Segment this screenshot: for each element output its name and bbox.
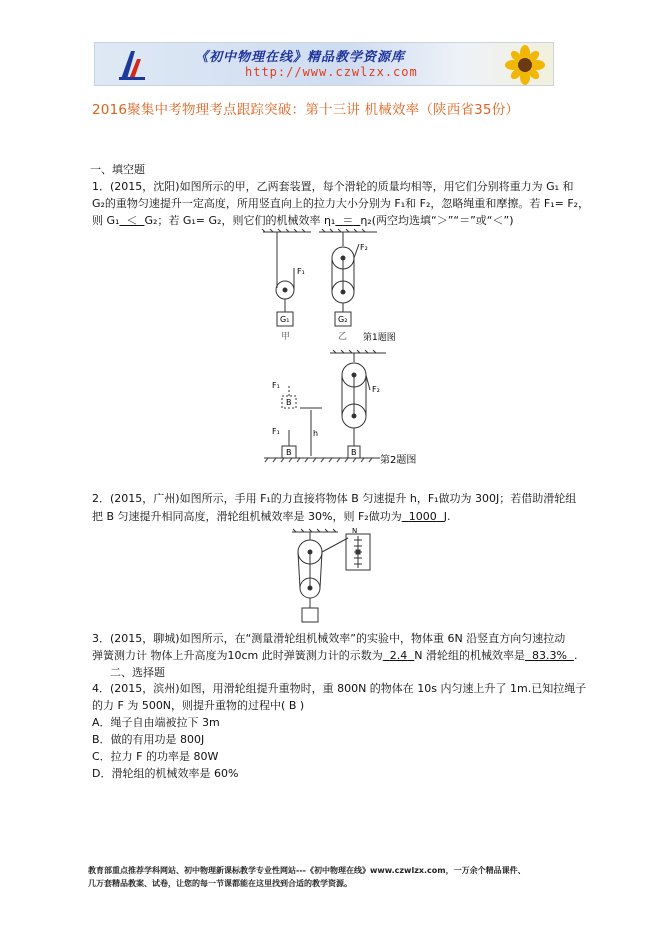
fig2-label-b-bottom: B [286, 448, 292, 457]
fig2-label-f1-top: F₁ [272, 381, 280, 390]
q3-line2-pre: 弹簧测力计 物体上升高度为10cm 此时弹簧测力计的示数为 [92, 649, 383, 662]
fig2-label-b-top: B [286, 398, 292, 407]
fig1-caption: 第1题图 [363, 333, 396, 343]
figure-3-pulley-spring-scale [290, 528, 390, 624]
footer-line2: 几万套精品教案、试卷，让您的每一节课都能在这里找到合适的教学资源。 [88, 879, 352, 888]
section-heading-fill-blank: 一、填空题 [90, 163, 145, 176]
q4-option-c: C．拉力 F 的功率是 80W [92, 750, 219, 763]
fig1-label-f2: F₂ [360, 243, 368, 252]
section-heading-multiple-choice: 二、选择题 [110, 666, 165, 679]
fig2-label-h: h [313, 429, 319, 438]
q4-option-d: D．滑轮组的机械效率是 60% [92, 767, 239, 780]
q3-line2-post: . [573, 649, 578, 662]
q4-line2: 的力 F 为 500N，则提升重物的过程中( B ) [92, 699, 305, 712]
q2-line1: 2．(2015，广州)如图所示，手用 F₁的力直接将物体 B 匀速提升 h，F₁做功为 300J；若借助滑轮组 [92, 492, 577, 505]
q1-line3-mid: G₂；若 G₁= G₂，则它们的机械效率 η₁ [144, 214, 336, 227]
fig2-caption: 第2题图 [380, 455, 417, 466]
header-banner [94, 42, 554, 86]
fig1-label-g2: G₂ [338, 315, 348, 324]
fig1-label-b: 乙 [338, 332, 348, 342]
q3-line2 [92, 648, 577, 663]
site-logo-icon [117, 49, 147, 81]
q3-answer-2: 83.3% [532, 649, 567, 662]
q2-line2-pre: 把 B 匀速提升相同高度，滑轮组机械效率是 30%，则 F₂做功为 [92, 510, 402, 523]
q1-line3-post: η₂(两空均选填“＞”“＝”或“＜”) [360, 214, 514, 227]
q1-line3-pre: 则 G₁ [92, 214, 120, 227]
fig3-label-n: N [352, 528, 358, 535]
page-footer [88, 864, 608, 890]
q1-answer-1: ＜ [126, 214, 138, 227]
fig1-label-a: 甲 [281, 332, 291, 342]
page-title: 2016聚集中考物理考点跟踪突破：第十三讲 机械效率（陕西省35份） [92, 102, 520, 118]
q3-line1: 3．(2015，聊城)如图所示，在“测量滑轮组机械效率”的实验中，物体重 6N 沿竖直方向匀速拉动 [92, 632, 566, 645]
q1-answer-2: ＝ [342, 214, 354, 227]
q4-option-a: A．绳子自由端被拉下 3m [92, 716, 220, 729]
q3-answer-1: 2.4 [389, 649, 408, 662]
fig1-label-f1: F₁ [297, 267, 305, 276]
q1-line2: G₂的重物匀速提升一定高度，所用竖直向上的拉力大小分别为 F₁和 F₂，忽略绳重和摩擦。若 F₁= F₂， [92, 197, 590, 210]
q1-line1: 1．(2015，沈阳)如图所示的甲，乙两套装置，每个滑轮的质量均相等，用它们分别将重力为 G₁ 和 [92, 180, 574, 193]
fig2-label-f1-bottom: F₁ [272, 427, 280, 436]
fig1-label-g1: G₁ [280, 315, 290, 324]
q2-line2 [92, 509, 450, 524]
banner-url[interactable]: http://www.czwlzx.com [245, 65, 418, 79]
banner-title: 《初中物理在线》精品教学资源库 [195, 50, 406, 65]
q4-option-b: B．做的有用功是 800J [92, 733, 205, 746]
sunflower-icon [503, 45, 547, 85]
footer-line1: 教育部重点推荐学科网站、初中物理新课标教学专业性网站---《初中物理在线》www.czwlzx.com，一万余个精品课件、 [88, 866, 526, 875]
q2-line2-post: J. [443, 510, 451, 523]
fig2-label-f2: F₂ [372, 385, 380, 394]
q2-answer: 1000 [408, 510, 437, 523]
q3-line2-mid: N 滑轮组的机械效率是 [414, 649, 525, 662]
figure-1-pulley-diagram [255, 228, 425, 346]
q4-line1: 4．(2015，滨州)如图，用滑轮组提升重物时，重 800N 的物体在 10s 内匀速上升了 1m.已知拉绳子 [92, 682, 587, 695]
figure-2-pulley-diagram [262, 348, 442, 470]
q1-line3 [92, 213, 513, 228]
fig2-label-b-right: B [351, 448, 357, 457]
